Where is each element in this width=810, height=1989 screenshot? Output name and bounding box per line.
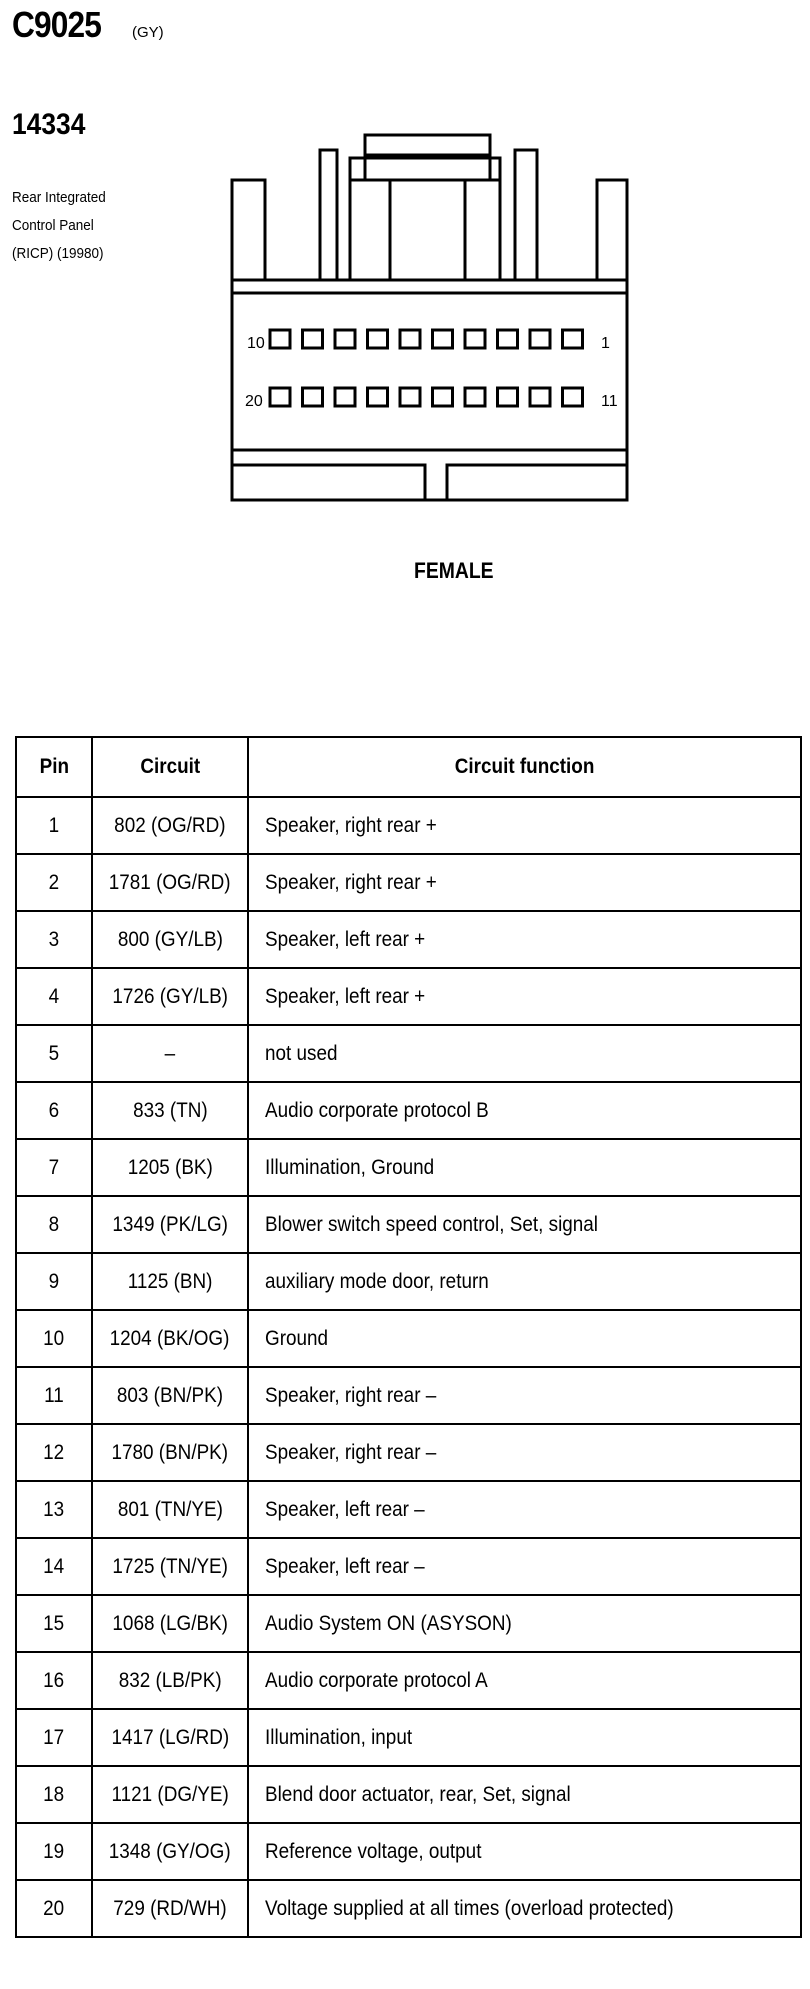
pin-cavities <box>270 330 583 406</box>
function-cell: Audio corporate protocol A <box>248 1652 801 1709</box>
circuit-cell: 1780 (BN/PK) <box>92 1424 248 1481</box>
circuit-cell: 1725 (TN/YE) <box>92 1538 248 1595</box>
pin-cell: 3 <box>16 911 92 968</box>
pin-cell: 14 <box>16 1538 92 1595</box>
circuit-cell: 1348 (GY/OG) <box>92 1823 248 1880</box>
table-row <box>16 1139 801 1196</box>
table-row <box>16 1652 801 1709</box>
table-header-row <box>16 737 801 797</box>
function-cell: Ground <box>248 1310 801 1367</box>
pin-cavity <box>335 330 355 348</box>
header-function: Circuit function <box>248 737 801 797</box>
circuit-cell: 803 (BN/PK) <box>92 1367 248 1424</box>
table-row <box>16 797 801 854</box>
pin-cell: 1 <box>16 797 92 854</box>
function-cell: Speaker, right rear + <box>248 854 801 911</box>
table-row <box>16 1310 801 1367</box>
pin-cavity <box>400 388 420 406</box>
pin-cavity <box>563 388 583 406</box>
circuit-cell: 729 (RD/WH) <box>92 1880 248 1937</box>
header-circuit: Circuit <box>92 737 248 797</box>
connector-color: (GY) <box>132 24 164 41</box>
table-row <box>16 1424 801 1481</box>
pin-cavity <box>498 388 518 406</box>
function-cell: Audio System ON (ASYSON) <box>248 1595 801 1652</box>
pin-cell: 12 <box>16 1424 92 1481</box>
pin-cell: 7 <box>16 1139 92 1196</box>
table-row <box>16 1481 801 1538</box>
table-row <box>16 854 801 911</box>
function-cell: Voltage supplied at all times (overload protected) <box>248 1880 801 1937</box>
pin-cavity <box>368 388 388 406</box>
function-cell: Speaker, right rear – <box>248 1367 801 1424</box>
pin-cell: 2 <box>16 854 92 911</box>
table-row <box>16 911 801 968</box>
function-cell: Audio corporate protocol B <box>248 1082 801 1139</box>
pin-cavity <box>335 388 355 406</box>
part-number: 14334 <box>12 108 86 141</box>
pin-cavity <box>433 330 453 348</box>
pinout-rows <box>16 797 801 1937</box>
function-cell: Speaker, left rear + <box>248 911 801 968</box>
function-cell: Speaker, left rear – <box>248 1481 801 1538</box>
table-row <box>16 1766 801 1823</box>
pin-cavity <box>433 388 453 406</box>
circuit-cell: 832 (LB/PK) <box>92 1652 248 1709</box>
pin-cavity <box>498 330 518 348</box>
table-row <box>16 1025 801 1082</box>
header-pin: Pin <box>16 737 92 797</box>
circuit-cell: 1204 (BK/OG) <box>92 1310 248 1367</box>
circuit-cell: 833 (TN) <box>92 1082 248 1139</box>
description-line-2: Control Panel <box>12 217 94 234</box>
function-cell: Blower switch speed control, Set, signal <box>248 1196 801 1253</box>
function-cell: Speaker, right rear – <box>248 1424 801 1481</box>
pin-cell: 9 <box>16 1253 92 1310</box>
circuit-cell: 1781 (OG/RD) <box>92 854 248 911</box>
circuit-cell: 802 (OG/RD) <box>92 797 248 854</box>
circuit-cell: 1068 (LG/BK) <box>92 1595 248 1652</box>
connector-housing <box>232 135 627 500</box>
circuit-cell: 1349 (PK/LG) <box>92 1196 248 1253</box>
pin-cell: 5 <box>16 1025 92 1082</box>
pin-cell: 4 <box>16 968 92 1025</box>
pin-cell: 16 <box>16 1652 92 1709</box>
pin-cavity <box>530 388 550 406</box>
circuit-cell: 1125 (BN) <box>92 1253 248 1310</box>
row1-end-label: 1 <box>601 335 610 352</box>
function-cell: Blend door actuator, rear, Set, signal <box>248 1766 801 1823</box>
pin-cavity <box>400 330 420 348</box>
circuit-cell: 1417 (LG/RD) <box>92 1709 248 1766</box>
pin-cavity <box>303 388 323 406</box>
table-row <box>16 1823 801 1880</box>
table-row <box>16 1538 801 1595</box>
circuit-cell: – <box>92 1025 248 1082</box>
pin-cell: 20 <box>16 1880 92 1937</box>
function-cell: Speaker, left rear – <box>248 1538 801 1595</box>
row1-start-label: 10 <box>247 335 265 352</box>
function-cell: Illumination, Ground <box>248 1139 801 1196</box>
function-cell: Speaker, right rear + <box>248 797 801 854</box>
gender-label: FEMALE <box>414 558 494 583</box>
function-cell: Reference voltage, output <box>248 1823 801 1880</box>
function-cell: auxiliary mode door, return <box>248 1253 801 1310</box>
pin-cell: 19 <box>16 1823 92 1880</box>
pin-cell: 13 <box>16 1481 92 1538</box>
table-row <box>16 1253 801 1310</box>
function-cell: not used <box>248 1025 801 1082</box>
pin-cell: 15 <box>16 1595 92 1652</box>
table-row <box>16 1367 801 1424</box>
function-cell: Speaker, left rear + <box>248 968 801 1025</box>
table-row <box>16 1709 801 1766</box>
row2-end-label: 11 <box>601 393 618 410</box>
pin-cavity <box>465 388 485 406</box>
pin-cavity <box>465 330 485 348</box>
pin-cavity <box>270 388 290 406</box>
pin-cavity <box>270 330 290 348</box>
pin-cavity <box>563 330 583 348</box>
table-row <box>16 1196 801 1253</box>
connector-diagram <box>225 130 635 530</box>
table-row <box>16 1595 801 1652</box>
function-cell: Illumination, input <box>248 1709 801 1766</box>
pin-cell: 18 <box>16 1766 92 1823</box>
pin-cavity <box>530 330 550 348</box>
description-line-1: Rear Integrated <box>12 189 106 206</box>
description-line-3: (RICP) (19980) <box>12 245 104 262</box>
pin-cavity <box>368 330 388 348</box>
pinout-table <box>15 736 802 1938</box>
pin-cell: 6 <box>16 1082 92 1139</box>
pin-cavity <box>303 330 323 348</box>
pin-cell: 8 <box>16 1196 92 1253</box>
table-row <box>16 1082 801 1139</box>
table-row <box>16 1880 801 1937</box>
circuit-cell: 1121 (DG/YE) <box>92 1766 248 1823</box>
table-row <box>16 968 801 1025</box>
row2-start-label: 20 <box>245 393 263 410</box>
circuit-cell: 800 (GY/LB) <box>92 911 248 968</box>
connector-id: C9025 <box>12 4 101 45</box>
circuit-cell: 801 (TN/YE) <box>92 1481 248 1538</box>
pin-cell: 17 <box>16 1709 92 1766</box>
circuit-cell: 1205 (BK) <box>92 1139 248 1196</box>
circuit-cell: 1726 (GY/LB) <box>92 968 248 1025</box>
pin-cell: 11 <box>16 1367 92 1424</box>
pin-cell: 10 <box>16 1310 92 1367</box>
